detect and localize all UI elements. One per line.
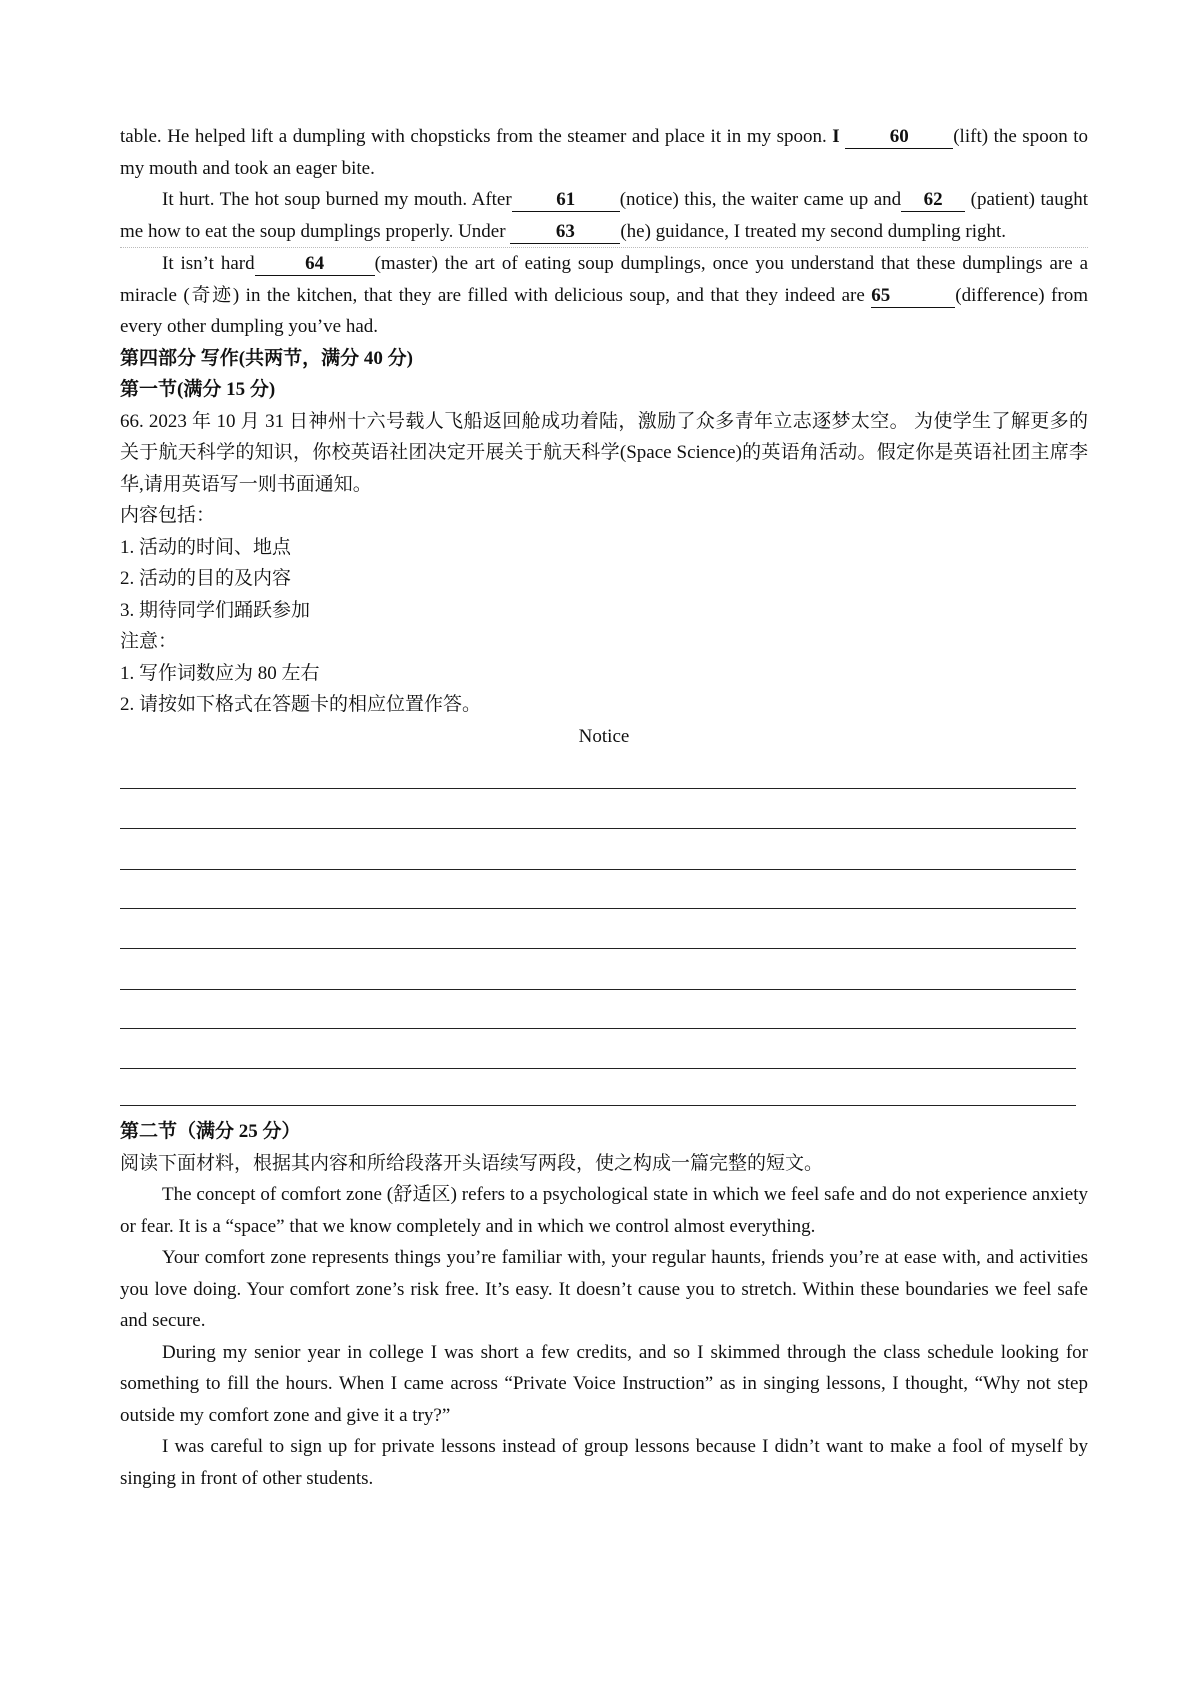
- story-paragraph-3: During my senior year in college I was short a few credits, and so I skimmed through the class schedule looking for something to fill the hours. When I came across “Private Voice Instruction” as in singing lessons, I thought, “Why not step outside my comfort zone and give it a try?”: [120, 1341, 1088, 1426]
- blank-63[interactable]: 63: [510, 221, 620, 244]
- section2-heading: 第二节（满分 25 分）: [120, 1121, 301, 1142]
- note-item-1: 1. 写作词数应为 80 左右: [120, 662, 320, 684]
- note-label: 注意：: [120, 631, 178, 652]
- answer-line[interactable]: [120, 908, 1076, 909]
- exam-page: [120, 121, 1088, 1494]
- answer-line[interactable]: [120, 1028, 1076, 1029]
- blank-62[interactable]: 62: [901, 189, 965, 212]
- writing-prompt: 66. 2023 年 10 月 31 日神州十六号载人飞船返回舱成功着陆，激励了众多青年立志逐梦太空。 为使学生了解更多的关于航天科学的知识，你校英语社团决定开展关于航天科学(Space Science)的英语角活动。假定你是英语社团主席李华,请用英语写一则书面通知。: [120, 410, 1088, 495]
- story-paragraph-4: I was careful to sign up for private lessons instead of group lessons because I didn’t want to make a fool of myself by singing in front of other students.: [120, 1436, 1088, 1489]
- blank-61[interactable]: 61: [512, 189, 620, 212]
- blank-65[interactable]: 65: [871, 285, 955, 308]
- note-item-2: 2. 请按如下格式在答题卡的相应位置作答。: [120, 694, 482, 715]
- answer-line[interactable]: [120, 869, 1076, 870]
- content-item-1: 1. 活动的时间、地点: [120, 536, 292, 558]
- answer-line[interactable]: [120, 1068, 1076, 1069]
- section1-heading: 第一节(满分 15 分): [120, 379, 276, 400]
- part4-heading: 第四部分 写作(共两节，满分 40 分): [120, 347, 413, 369]
- answer-lines: [120, 756, 1088, 1106]
- bold-word: I: [832, 126, 840, 147]
- content-item-3: 3. 期待同学们踊跃参加: [120, 599, 311, 621]
- content-label: 内容包括：: [120, 505, 216, 526]
- answer-line[interactable]: [120, 788, 1076, 789]
- answer-line[interactable]: [120, 1105, 1076, 1106]
- section2-instruction: 阅读下面材料，根据其内容和所给段落开头语续写两段，使之构成一篇完整的短文。: [120, 1152, 824, 1174]
- passage-paragraph-3: It isn’t hard 64 (master) the art of eating soup dumplings, once you understand that these dumplings are a miracle (奇迹) in the kitchen, that they are filled with delicious soup, and that they indeed are 65 (difference) from every other dumpling you’ve had.: [120, 253, 1088, 337]
- passage-paragraph-1: table. He helped lift a dumpling with chopsticks from the steamer and place it in my spoon. I 60 (lift) the spoon to my mouth and took an eager bite.: [120, 126, 1089, 179]
- story-paragraph-1: The concept of comfort zone (舒适区) refers to a psychological state in which we feel safe and do not experience anxiety or fear. It is a “space” that we know completely and in which we control almost everything.: [120, 1184, 1088, 1237]
- answer-line[interactable]: [120, 948, 1076, 949]
- story-paragraph-2: Your comfort zone represents things you’re familiar with, your regular haunts, friends you’re at ease with, and activities you love doing. Your comfort zone’s risk free. It’s easy. It doesn’t cause you to stretch. Within these boundaries we feel safe and secure.: [120, 1247, 1088, 1331]
- answer-line[interactable]: [120, 828, 1076, 829]
- content-item-2: 2. 活动的目的及内容: [120, 568, 292, 589]
- notice-title: Notice: [578, 725, 630, 747]
- answer-line[interactable]: [120, 989, 1076, 990]
- passage-paragraph-2: It hurt. The hot soup burned my mouth. After 61 (notice) this, the waiter came up and 62 (patient) taught me how to eat the soup dumplings properly. Under 63 (he) guidance, I treated my second dumpling right.: [120, 189, 1088, 242]
- blank-64[interactable]: 64: [255, 253, 375, 276]
- blank-60[interactable]: 60: [845, 126, 953, 149]
